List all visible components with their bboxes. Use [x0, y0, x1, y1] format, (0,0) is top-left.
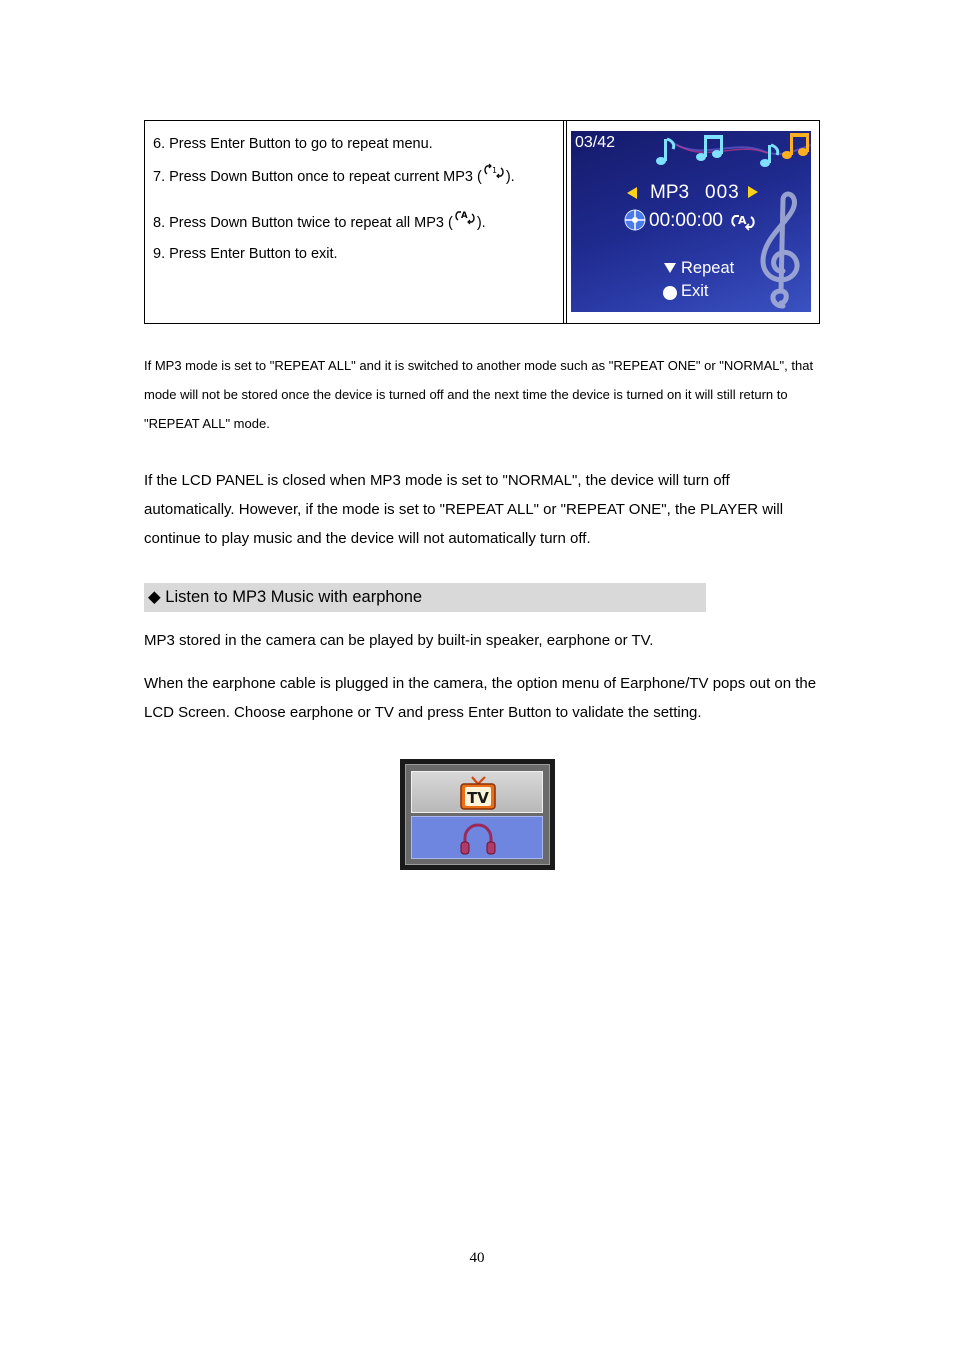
- lcd-note: If the LCD PANEL is closed when MP3 mode is set to "NORMAL", the device will turn off automatically. However, if the mode is set to "REPEAT ALL" or "REPEAT ONE", the PLAYER will continue to play music and the device will not automatically turn off.: [144, 472, 784, 547]
- menu-repeat[interactable]: Repeat: [681, 259, 735, 277]
- section-heading: [144, 583, 706, 612]
- track-counter: 03/42: [575, 134, 616, 151]
- step-8-text: 8. Press Down Button twice to repeat all MP3 (: [153, 215, 453, 231]
- svg-text:1: 1: [491, 166, 497, 175]
- headphones-option[interactable]: [411, 816, 543, 859]
- output-select-menu: [400, 759, 555, 870]
- section-heading-text: ◆ Listen to MP3 Music with earphone: [148, 588, 423, 606]
- repeat-note: If MP3 mode is set to "REPEAT ALL" and it is switched to another mode such as "REPEAT ONE" or "NORMAL", that mode will not be stored once the device is turned off and the next time the device is turned on it will still return to "REPEAT ALL" mode.: [144, 358, 814, 431]
- svg-text:A: A: [738, 214, 747, 227]
- step-8: [153, 209, 486, 231]
- repeat-all-icon: [729, 211, 757, 231]
- page-number: 40: [469, 1250, 485, 1266]
- arrow-right-icon: [746, 185, 760, 199]
- mp3-lcd-screen: [571, 131, 811, 312]
- tv-icon: [459, 774, 497, 812]
- music-notes-icon: [653, 131, 811, 173]
- tv-option[interactable]: [411, 771, 543, 813]
- elapsed-time: 00:00:00: [649, 210, 723, 231]
- menu-exit[interactable]: Exit: [681, 282, 709, 300]
- step-6: 6. Press Enter Button to go to repeat menu.: [153, 136, 433, 152]
- repeat-one-icon: [482, 163, 506, 179]
- step-7-text: 7. Press Down Button once to repeat current MP3 (: [153, 169, 482, 185]
- mode-label: MP3: [650, 182, 690, 203]
- section-para-2: When the earphone cable is plugged in the camera, the option menu of Earphone/TV pops out on the LCD Screen. Choose earphone or TV and press Enter Button to validate the setting.: [144, 675, 817, 721]
- circle-icon: [662, 285, 678, 301]
- svg-text:A: A: [460, 211, 468, 221]
- treble-clef-icon: [753, 191, 809, 311]
- tv-label: TV: [467, 789, 489, 807]
- headphones-icon: [458, 820, 498, 856]
- disc-icon: [624, 209, 646, 231]
- step-7: [153, 163, 515, 185]
- track-number: 003: [705, 182, 740, 203]
- table-divider: [566, 121, 567, 323]
- arrow-down-icon: [663, 262, 677, 274]
- repeat-all-icon: [453, 209, 477, 225]
- table-divider: [563, 121, 564, 323]
- step-7-close: ).: [505, 169, 515, 185]
- step-8-close: ).: [476, 215, 486, 231]
- arrow-left-icon: [625, 186, 639, 200]
- step-9: 9. Press Enter Button to exit.: [153, 246, 338, 262]
- section-para-1: MP3 stored in the camera can be played by built-in speaker, earphone or TV.: [144, 632, 654, 649]
